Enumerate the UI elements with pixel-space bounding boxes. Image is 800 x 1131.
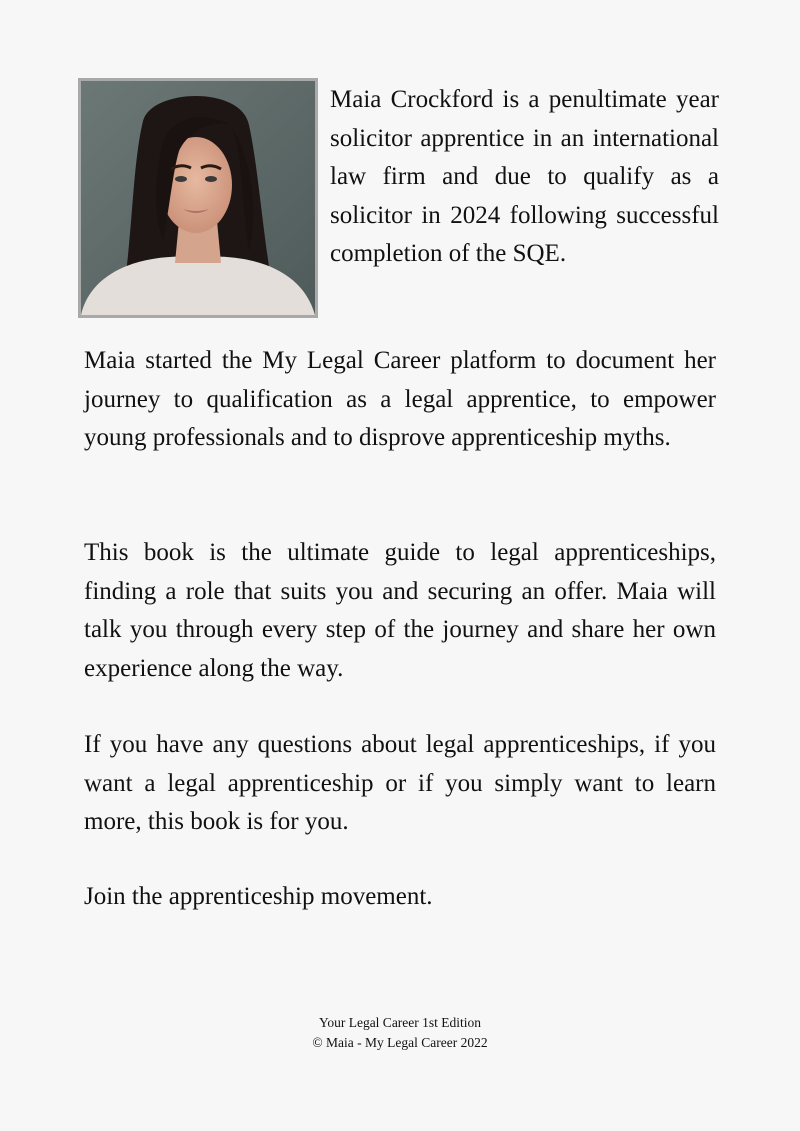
edition-line: Your Legal Career 1st Edition	[318, 1015, 482, 1030]
book-description-paragraph: This book is the ultimate guide to legal apprenticeships, finding a role that suits you and securing an offer. Maia will talk you through every step of the journey and share her own experience along the way.	[84, 539, 716, 682]
audience-paragraph: If you have any questions about legal apprenticeships, if you want a legal apprenticeship or if you simply want to learn more, this book is for you.	[84, 731, 716, 835]
page-footer	[0, 1013, 800, 1053]
author-photo	[78, 78, 318, 318]
copyright-line: © Maia - My Legal Career 2022	[312, 1035, 488, 1050]
author-portrait-image	[81, 81, 315, 315]
call-to-action-paragraph: Join the apprenticeship movement.	[84, 883, 433, 910]
author-intro-text: Maia Crockford is a penultimate year solicitor apprentice in an international law firm and due to qualify as a solicitor in 2024 following successful completion of the SQE.	[330, 86, 719, 267]
platform-paragraph: Maia started the My Legal Career platform to document her journey to qualification as a legal apprentice, to empower young professionals and to disprove apprenticeship myths.	[84, 347, 716, 451]
